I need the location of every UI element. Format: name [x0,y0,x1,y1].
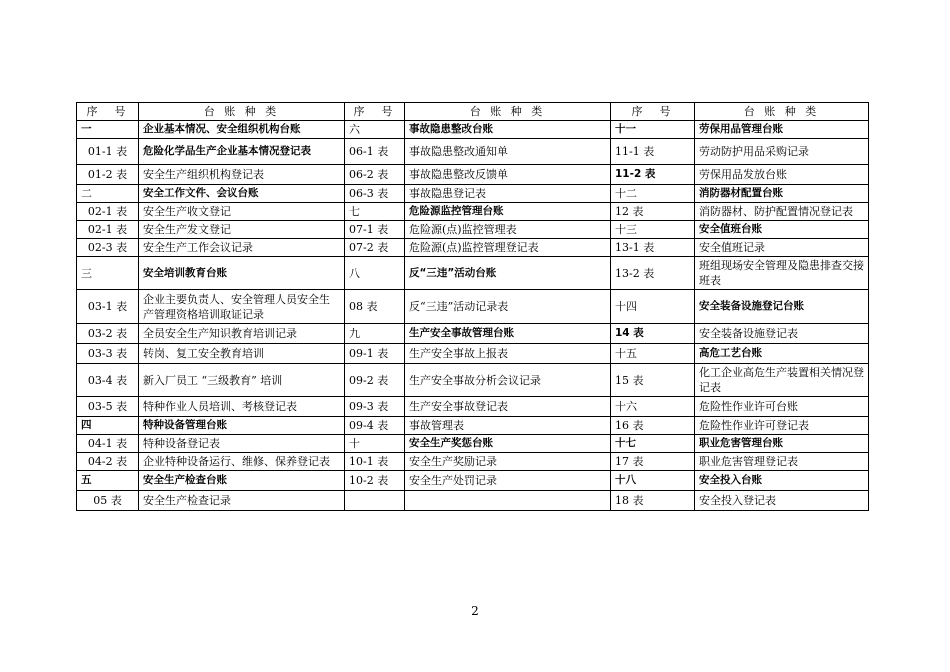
seq-cell: 一 [77,121,139,139]
seq-cell: 14 表 [611,324,695,344]
seq-cell: 16 表 [611,417,695,435]
ledger-type-cell: 劳保用品发放台账 [695,165,869,185]
seq-cell: 02-1 表 [77,221,139,239]
ledger-type-cell: 特种作业人员培训、考核登记表 [139,397,345,417]
seq-cell: 十八 [611,471,695,491]
ledger-type-cell: 危险性作业许可登记表 [695,417,869,435]
seq-cell: 04-2 表 [77,453,139,471]
header-type-2: 台 账 种 类 [405,103,611,121]
seq-cell: 十二 [611,185,695,203]
table-row [77,239,869,257]
table-row [77,165,869,185]
ledger-type-cell: 企业特种设备运行、维修、保养登记表 [139,453,345,471]
seq-cell: 09-3 表 [345,397,405,417]
header-seq-2: 序 号 [345,103,405,121]
seq-cell: 十七 [611,435,695,453]
seq-cell: 10-2 表 [345,471,405,491]
ledger-type-cell: 职业危害管理登记表 [695,453,869,471]
ledger-type-cell: 安全生产检查台账 [139,471,345,491]
ledger-type-cell: 危险源(点)监控管理登记表 [405,239,611,257]
ledger-type-cell: 全员安全生产知识教育培训记录 [139,324,345,344]
seq-cell: 11-1 表 [611,139,695,165]
seq-cell: 09-2 表 [345,364,405,397]
seq-cell: 13-2 表 [611,257,695,290]
ledger-type-cell: 安全生产组织机构登记表 [139,165,345,185]
seq-cell: 十三 [611,221,695,239]
ledger-type-cell: 化工企业高危生产装置相关情况登记表 [695,364,869,397]
seq-cell: 03-3 表 [77,344,139,364]
seq-cell: 十五 [611,344,695,364]
seq-cell: 10-1 表 [345,453,405,471]
ledger-type-cell: 反“三违”活动台账 [405,257,611,290]
ledger-type-cell: 生产安全事故分析会议记录 [405,364,611,397]
ledger-type-cell: 安全工作文件、会议台账 [139,185,345,203]
seq-cell: 04-1 表 [77,435,139,453]
ledger-type-cell: 安全值班台账 [695,221,869,239]
seq-cell: 十六 [611,397,695,417]
ledger-type-cell: 高危工艺台账 [695,344,869,364]
seq-cell: 07-1 表 [345,221,405,239]
ledger-type-cell: 安全生产检查记录 [139,491,345,511]
table-row [77,324,869,344]
seq-cell: 11-2 表 [611,165,695,185]
seq-cell: 01-1 表 [77,139,139,165]
seq-cell: 03-5 表 [77,397,139,417]
seq-cell: 09-1 表 [345,344,405,364]
seq-cell: 12 表 [611,203,695,221]
ledger-type-cell: 事故管理表 [405,417,611,435]
seq-cell: 七 [345,203,405,221]
seq-cell: 07-2 表 [345,239,405,257]
header-type-1: 台 账 种 类 [139,103,345,121]
seq-cell: 05 表 [77,491,139,511]
ledger-type-cell: 安全投入登记表 [695,491,869,511]
ledger-type-cell: 安全生产奖惩台账 [405,435,611,453]
ledger-type-cell: 安全培训教育台账 [139,257,345,290]
table-row [77,397,869,417]
seq-cell: 06-1 表 [345,139,405,165]
table-row [77,344,869,364]
seq-cell: 03-2 表 [77,324,139,344]
header-seq-3: 序 号 [611,103,695,121]
seq-cell: 五 [77,471,139,491]
seq-cell: 十四 [611,290,695,324]
seq-cell: 08 表 [345,290,405,324]
ledger-type-cell: 安全装备设施登记台账 [695,290,869,324]
ledger-type-cell: 危险性作业许可台账 [695,397,869,417]
ledger-type-cell: 企业主要负责人、安全管理人员安全生产管理资格培训取证记录 [139,290,345,324]
ledger-type-cell: 安全生产发文登记 [139,221,345,239]
table-row [77,290,869,324]
seq-cell: 03-4 表 [77,364,139,397]
table-header-row [77,103,869,121]
ledger-type-cell: 安全生产处罚记录 [405,471,611,491]
ledger-type-cell: 安全值班记录 [695,239,869,257]
ledger-type-cell: 特种设备登记表 [139,435,345,453]
ledger-type-cell: 新入厂员工 “三级教育” 培训 [139,364,345,397]
seq-cell: 三 [77,257,139,290]
seq-cell: 18 表 [611,491,695,511]
ledger-type-cell: 劳保用品管理台账 [695,121,869,139]
table-row [77,185,869,203]
table-row [77,121,869,139]
table-row [77,257,869,290]
table-row [77,364,869,397]
seq-cell: 十一 [611,121,695,139]
seq-cell: 01-2 表 [77,165,139,185]
seq-cell: 03-1 表 [77,290,139,324]
ledger-type-cell: 事故隐患整改通知单 [405,139,611,165]
ledger-type-cell: 安全投入台账 [695,471,869,491]
table-row [77,471,869,491]
seq-cell: 六 [345,121,405,139]
ledger-type-cell: 班组现场安全管理及隐患排查交接班表 [695,257,869,290]
ledger-type-cell: 企业基本情况、安全组织机构台账 [139,121,345,139]
ledger-type-cell: 特种设备管理台账 [139,417,345,435]
ledger-type-cell: 消防器材、防护配置情况登记表 [695,203,869,221]
seq-cell: 13-1 表 [611,239,695,257]
seq-cell: 17 表 [611,453,695,471]
ledger-type-cell [405,491,611,511]
seq-cell: 15 表 [611,364,695,397]
ledger-type-cell: 劳动防护用品采购记录 [695,139,869,165]
page-number: 2 [471,604,479,618]
ledger-type-cell: 安全生产奖励记录 [405,453,611,471]
table-row [77,417,869,435]
seq-cell: 02-1 表 [77,203,139,221]
table-row [77,491,869,511]
header-seq-1: 序 号 [77,103,139,121]
seq-cell: 06-3 表 [345,185,405,203]
ledger-type-cell: 危险源(点)监控管理表 [405,221,611,239]
ledger-index-table [76,102,869,511]
table-row [77,435,869,453]
seq-cell: 09-4 表 [345,417,405,435]
table-row [77,203,869,221]
ledger-type-cell: 消防器材配置台账 [695,185,869,203]
header-type-3: 台 账 种 类 [695,103,869,121]
ledger-type-cell: 生产安全事故上报表 [405,344,611,364]
ledger-type-cell: 事故隐患整改台账 [405,121,611,139]
table-row [77,221,869,239]
seq-cell: 十 [345,435,405,453]
table-row [77,139,869,165]
ledger-type-cell: 转岗、复工安全教育培训 [139,344,345,364]
ledger-type-cell: 事故隐患登记表 [405,185,611,203]
seq-cell: 06-2 表 [345,165,405,185]
seq-cell: 02-3 表 [77,239,139,257]
seq-cell: 八 [345,257,405,290]
ledger-type-cell: 危险化学品生产企业基本情况登记表 [139,139,345,165]
seq-cell [345,491,405,511]
seq-cell: 四 [77,417,139,435]
ledger-type-cell: 安全生产收文登记 [139,203,345,221]
ledger-type-cell: 安全装备设施登记表 [695,324,869,344]
ledger-type-cell: 生产安全事故管理台账 [405,324,611,344]
ledger-type-cell: 职业危害管理台账 [695,435,869,453]
ledger-type-cell: 生产安全事故登记表 [405,397,611,417]
ledger-type-cell: 安全生产工作会议记录 [139,239,345,257]
ledger-type-cell: 危险源监控管理台账 [405,203,611,221]
ledger-type-cell: 事故隐患整改反馈单 [405,165,611,185]
ledger-type-cell: 反“三违”活动记录表 [405,290,611,324]
seq-cell: 九 [345,324,405,344]
seq-cell: 二 [77,185,139,203]
table-row [77,453,869,471]
